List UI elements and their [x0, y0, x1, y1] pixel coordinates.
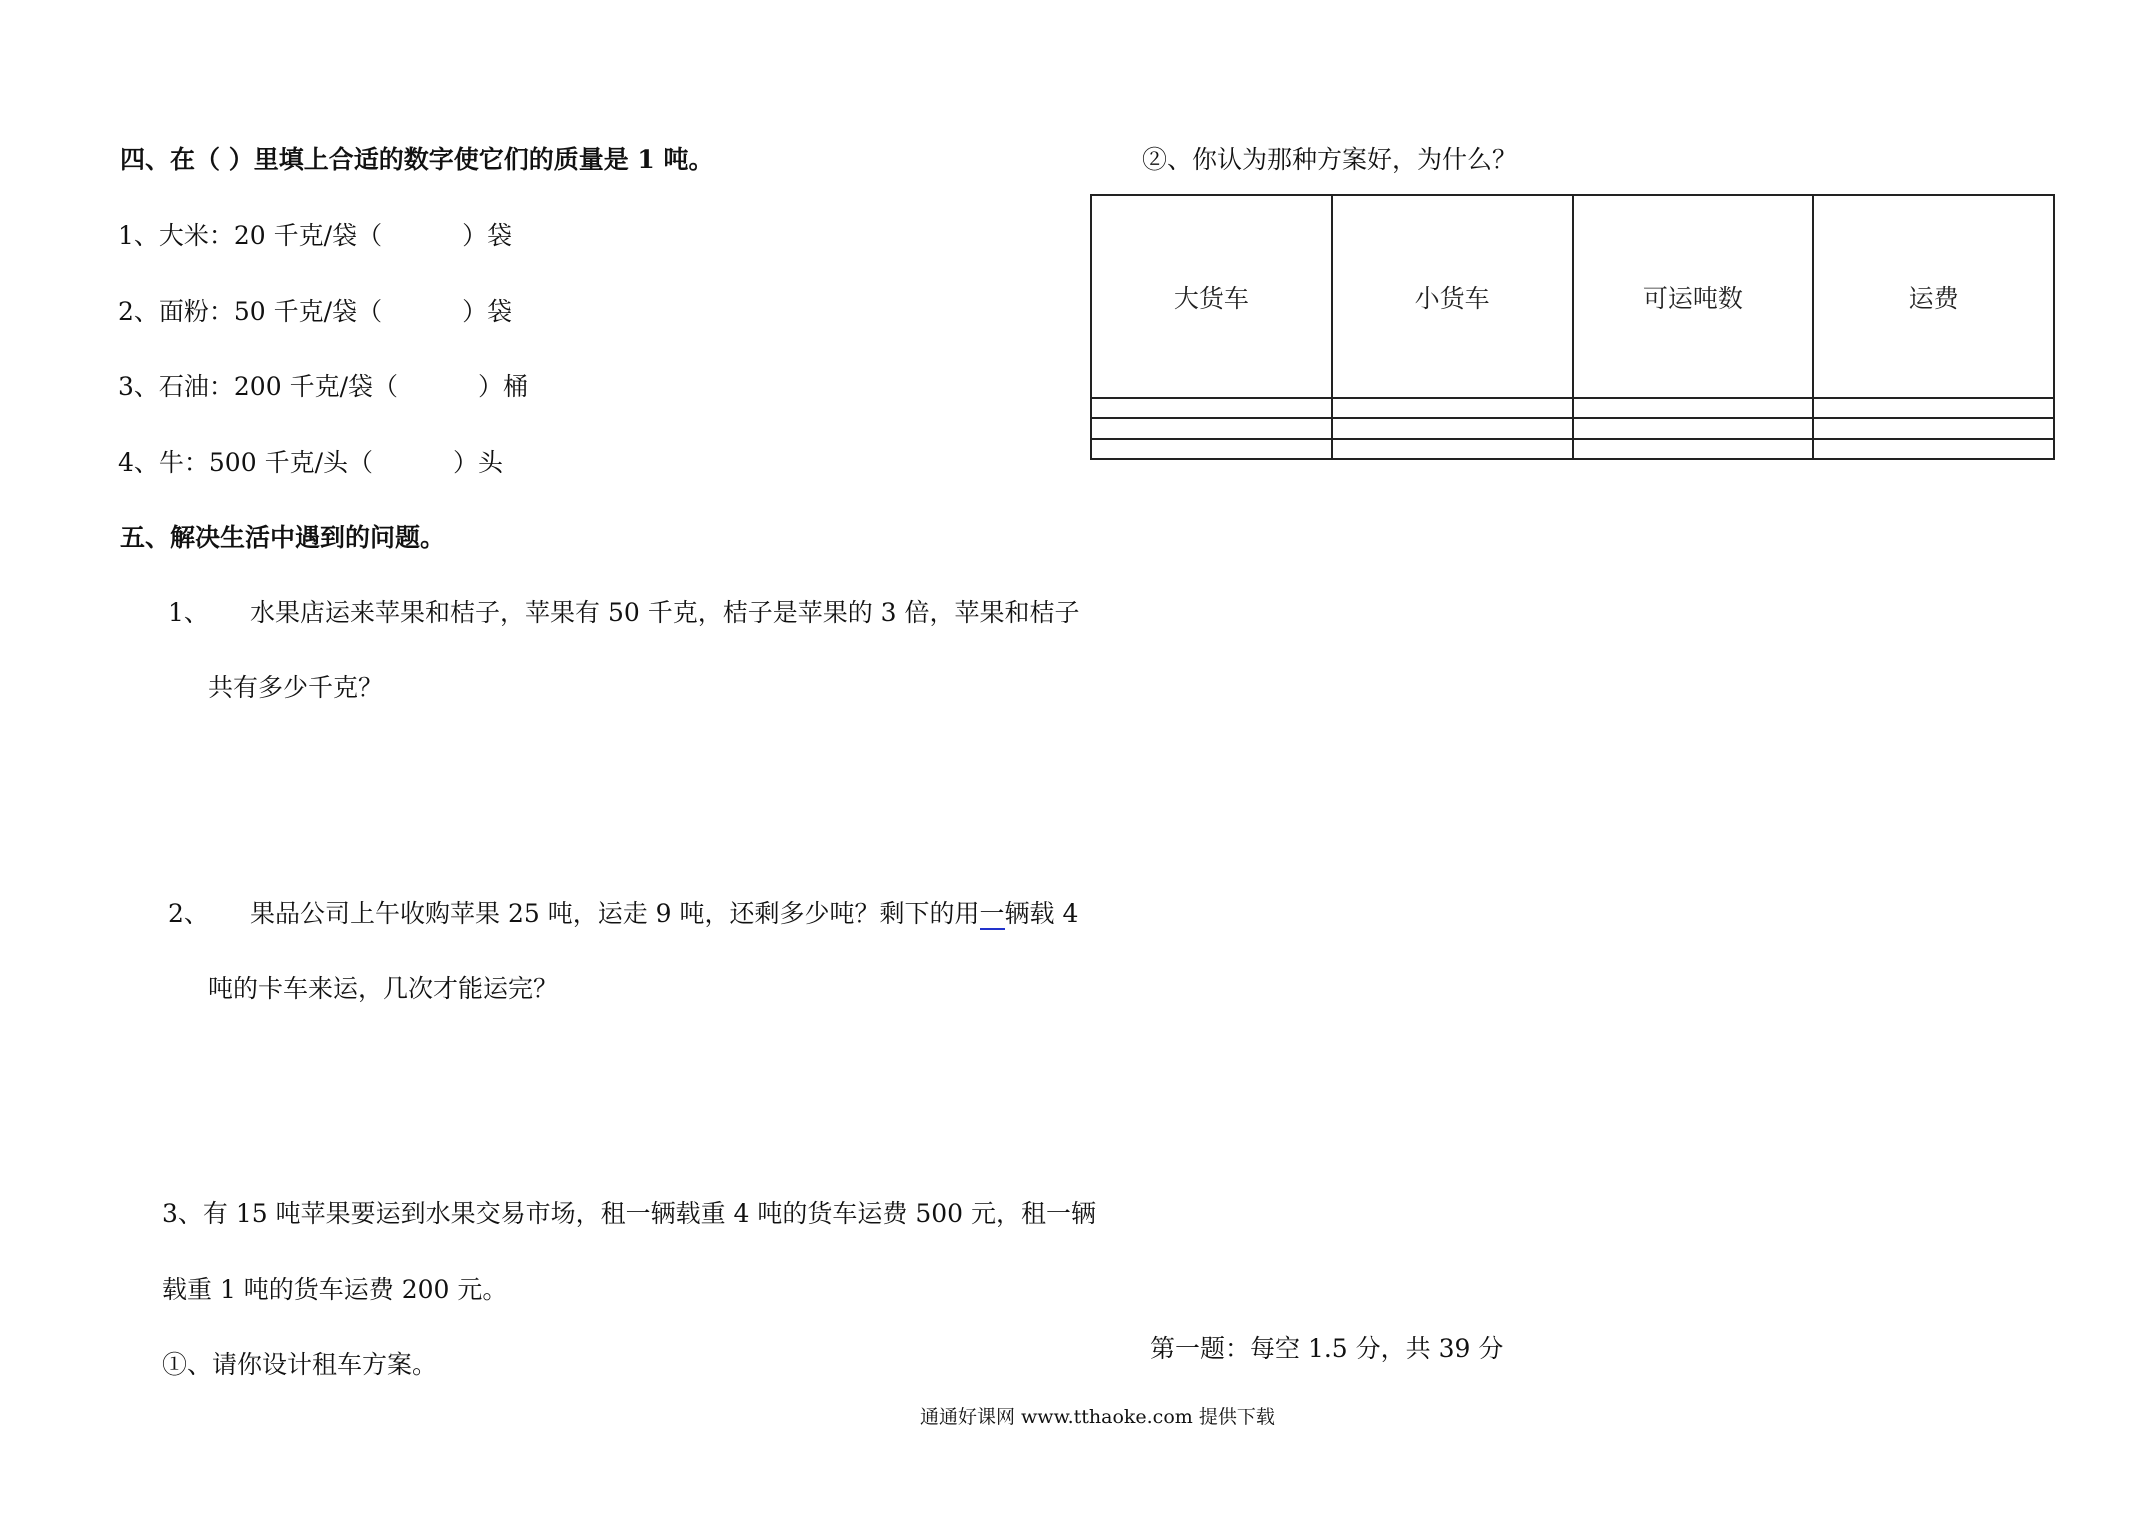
section5-heading: 五、解决生活中遇到的问题。 [120, 523, 446, 552]
question-prefix: 3、石油：200 千克/袋（ [118, 372, 398, 401]
footer-credit: 通通好课网 www.tthaoke.com 提供下载 [920, 1406, 1275, 1428]
sub-question: ①、请你设计租车方案。 [162, 1350, 438, 1379]
underlined-word: 一 [979, 899, 1005, 928]
question-text: 载重 1 吨的货车运费 200 元。 [162, 1275, 508, 1304]
question-text: 吨的卡车来运，几次才能运完？ [208, 974, 559, 1003]
question-text-part: 辆载 4 [1004, 899, 1079, 928]
table-cell[interactable] [1332, 398, 1573, 418]
table-cell[interactable] [1813, 439, 2054, 459]
question-text: 3、有 15 吨苹果要运到水果交易市场，租一辆载重 4 吨的货车运费 500 元，租一辆 [162, 1199, 1097, 1228]
table-cell[interactable] [1332, 439, 1573, 459]
table-row [1091, 439, 2054, 459]
question-suffix: ）袋 [462, 221, 513, 250]
table-cell[interactable] [1091, 398, 1332, 418]
question-suffix: ）袋 [462, 297, 513, 326]
table-cell[interactable] [1573, 398, 1814, 418]
question-item [118, 216, 512, 252]
question-suffix: ）桶 [478, 372, 529, 401]
question-text: 水果店运来苹果和桔子，苹果有 50 千克，桔子是苹果的 3 倍，苹果和桔子 [250, 598, 1080, 627]
table-cell[interactable] [1813, 398, 2054, 418]
question-prefix: 1、大米：20 千克/袋（ [118, 221, 383, 250]
question-item [118, 443, 503, 479]
scoring-note: 第一题：每空 1.5 分，共 39 分 [1150, 1334, 1504, 1363]
header-cost: 运费 [1813, 195, 2054, 398]
table-row [1091, 418, 2054, 438]
table-cell[interactable] [1573, 439, 1814, 459]
question-prefix: 2、面粉：50 千克/袋（ [118, 297, 383, 326]
question-item [118, 292, 512, 328]
table-cell[interactable] [1091, 418, 1332, 438]
header-small-truck: 小货车 [1332, 195, 1573, 398]
table-row [1091, 398, 2054, 418]
question-suffix: ）头 [453, 448, 504, 477]
rental-plan-table [1090, 194, 2055, 460]
table-header-row [1091, 195, 2054, 398]
question-text [250, 894, 1078, 930]
header-big-truck: 大货车 [1091, 195, 1332, 398]
table-cell[interactable] [1813, 418, 2054, 438]
table-cell[interactable] [1091, 439, 1332, 459]
question-text-part: 果品公司上午收购苹果 25 吨，运走 9 吨，还剩多少吨？剩下的用 [250, 899, 980, 928]
question-item [118, 367, 528, 403]
sub-question: ②、你认为那种方案好，为什么？ [1142, 145, 1518, 174]
table-cell[interactable] [1332, 418, 1573, 438]
question-number: 1、 [168, 598, 209, 627]
section4-heading: 四、在（ ）里填上合适的数字使它们的质量是 1 吨。 [120, 145, 714, 174]
header-tons: 可运吨数 [1573, 195, 1814, 398]
question-prefix: 4、牛：500 千克/头（ [118, 448, 373, 477]
question-number: 2、 [168, 899, 209, 928]
question-text: 共有多少千克？ [208, 673, 384, 702]
table-cell[interactable] [1573, 418, 1814, 438]
